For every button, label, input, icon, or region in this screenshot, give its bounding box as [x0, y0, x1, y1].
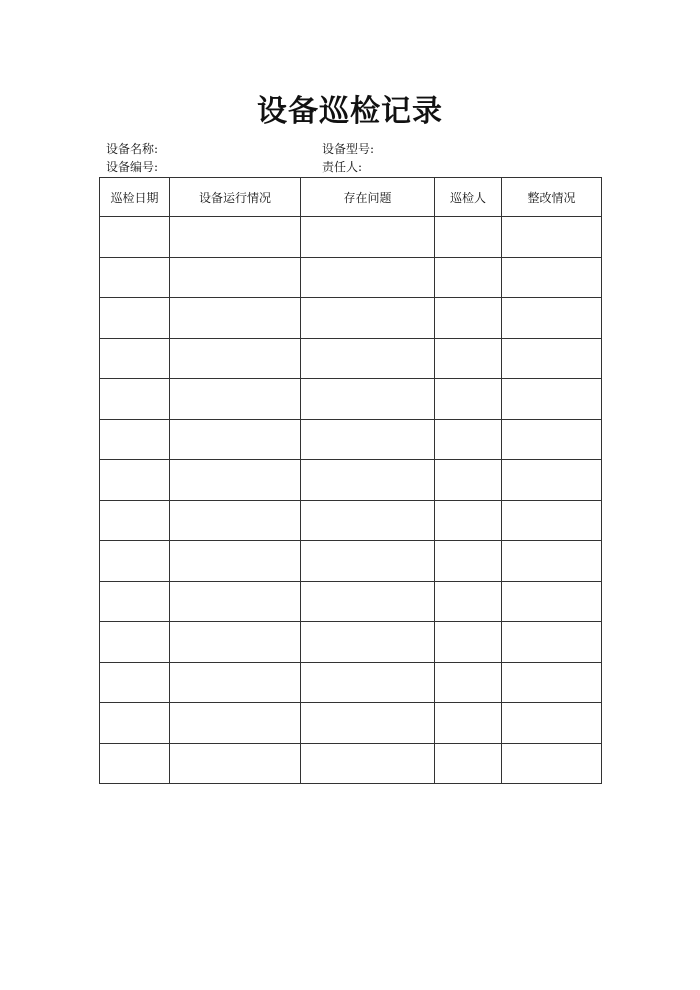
cell-existing-issues[interactable]	[301, 662, 435, 703]
cell-inspector[interactable]	[435, 257, 502, 298]
cell-operating-status[interactable]	[170, 298, 301, 339]
table-body	[100, 217, 602, 784]
cell-inspector[interactable]	[435, 581, 502, 622]
cell-existing-issues[interactable]	[301, 419, 435, 460]
cell-inspection-date[interactable]	[100, 662, 170, 703]
equipment-name-label: 设备名称:	[106, 142, 159, 156]
page-title: 设备巡检记录	[257, 94, 443, 129]
table-row	[100, 662, 602, 703]
cell-inspector[interactable]	[435, 419, 502, 460]
table-row	[100, 257, 602, 298]
header-existing-issues: 存在问题	[301, 178, 435, 217]
cell-rectification-status[interactable]	[502, 662, 602, 703]
table-row	[100, 541, 602, 582]
table-row	[100, 217, 602, 258]
cell-operating-status[interactable]	[170, 379, 301, 420]
cell-inspector[interactable]	[435, 500, 502, 541]
cell-rectification-status[interactable]	[502, 581, 602, 622]
cell-rectification-status[interactable]	[502, 338, 602, 379]
cell-operating-status[interactable]	[170, 662, 301, 703]
cell-inspection-date[interactable]	[100, 298, 170, 339]
header-inspection-date: 巡检日期	[100, 178, 170, 217]
table-row	[100, 460, 602, 501]
table-header-row	[100, 178, 602, 217]
responsible-person-label: 责任人:	[322, 160, 363, 174]
cell-inspector[interactable]	[435, 379, 502, 420]
cell-operating-status[interactable]	[170, 257, 301, 298]
cell-rectification-status[interactable]	[502, 217, 602, 258]
cell-inspector[interactable]	[435, 743, 502, 784]
cell-operating-status[interactable]	[170, 500, 301, 541]
cell-existing-issues[interactable]	[301, 298, 435, 339]
cell-rectification-status[interactable]	[502, 379, 602, 420]
cell-rectification-status[interactable]	[502, 622, 602, 663]
cell-operating-status[interactable]	[170, 541, 301, 582]
inspection-record-table	[99, 177, 602, 784]
cell-inspection-date[interactable]	[100, 500, 170, 541]
cell-rectification-status[interactable]	[502, 743, 602, 784]
cell-inspector[interactable]	[435, 298, 502, 339]
cell-existing-issues[interactable]	[301, 379, 435, 420]
equipment-model-label: 设备型号:	[322, 142, 375, 156]
cell-existing-issues[interactable]	[301, 743, 435, 784]
cell-inspection-date[interactable]	[100, 743, 170, 784]
cell-inspection-date[interactable]	[100, 257, 170, 298]
cell-rectification-status[interactable]	[502, 500, 602, 541]
cell-existing-issues[interactable]	[301, 541, 435, 582]
cell-inspection-date[interactable]	[100, 419, 170, 460]
cell-inspector[interactable]	[435, 703, 502, 744]
cell-inspector[interactable]	[435, 622, 502, 663]
cell-inspection-date[interactable]	[100, 703, 170, 744]
cell-existing-issues[interactable]	[301, 581, 435, 622]
cell-operating-status[interactable]	[170, 460, 301, 501]
cell-inspector[interactable]	[435, 338, 502, 379]
cell-operating-status[interactable]	[170, 338, 301, 379]
cell-inspector[interactable]	[435, 460, 502, 501]
cell-rectification-status[interactable]	[502, 298, 602, 339]
cell-inspection-date[interactable]	[100, 379, 170, 420]
cell-rectification-status[interactable]	[502, 419, 602, 460]
cell-inspection-date[interactable]	[100, 622, 170, 663]
cell-inspection-date[interactable]	[100, 581, 170, 622]
cell-existing-issues[interactable]	[301, 622, 435, 663]
table-row	[100, 622, 602, 663]
cell-operating-status[interactable]	[170, 581, 301, 622]
cell-rectification-status[interactable]	[502, 460, 602, 501]
cell-inspector[interactable]	[435, 217, 502, 258]
cell-existing-issues[interactable]	[301, 257, 435, 298]
cell-rectification-status[interactable]	[502, 257, 602, 298]
header-operating-status: 设备运行情况	[170, 178, 301, 217]
cell-existing-issues[interactable]	[301, 703, 435, 744]
table-row	[100, 500, 602, 541]
table-row	[100, 419, 602, 460]
table-row	[100, 703, 602, 744]
table-row	[100, 379, 602, 420]
header-inspector: 巡检人	[435, 178, 502, 217]
cell-inspection-date[interactable]	[100, 460, 170, 501]
cell-existing-issues[interactable]	[301, 217, 435, 258]
cell-operating-status[interactable]	[170, 743, 301, 784]
cell-inspection-date[interactable]	[100, 541, 170, 582]
cell-existing-issues[interactable]	[301, 460, 435, 501]
cell-inspector[interactable]	[435, 541, 502, 582]
cell-existing-issues[interactable]	[301, 500, 435, 541]
table-row	[100, 581, 602, 622]
cell-inspector[interactable]	[435, 662, 502, 703]
table-row	[100, 338, 602, 379]
cell-inspection-date[interactable]	[100, 217, 170, 258]
cell-rectification-status[interactable]	[502, 703, 602, 744]
cell-operating-status[interactable]	[170, 622, 301, 663]
cell-existing-issues[interactable]	[301, 338, 435, 379]
cell-operating-status[interactable]	[170, 703, 301, 744]
cell-operating-status[interactable]	[170, 419, 301, 460]
header-rectification-status: 整改情况	[502, 178, 602, 217]
table-row	[100, 743, 602, 784]
cell-inspection-date[interactable]	[100, 338, 170, 379]
table-row	[100, 298, 602, 339]
equipment-number-label: 设备编号:	[106, 160, 159, 174]
cell-rectification-status[interactable]	[502, 541, 602, 582]
cell-operating-status[interactable]	[170, 217, 301, 258]
